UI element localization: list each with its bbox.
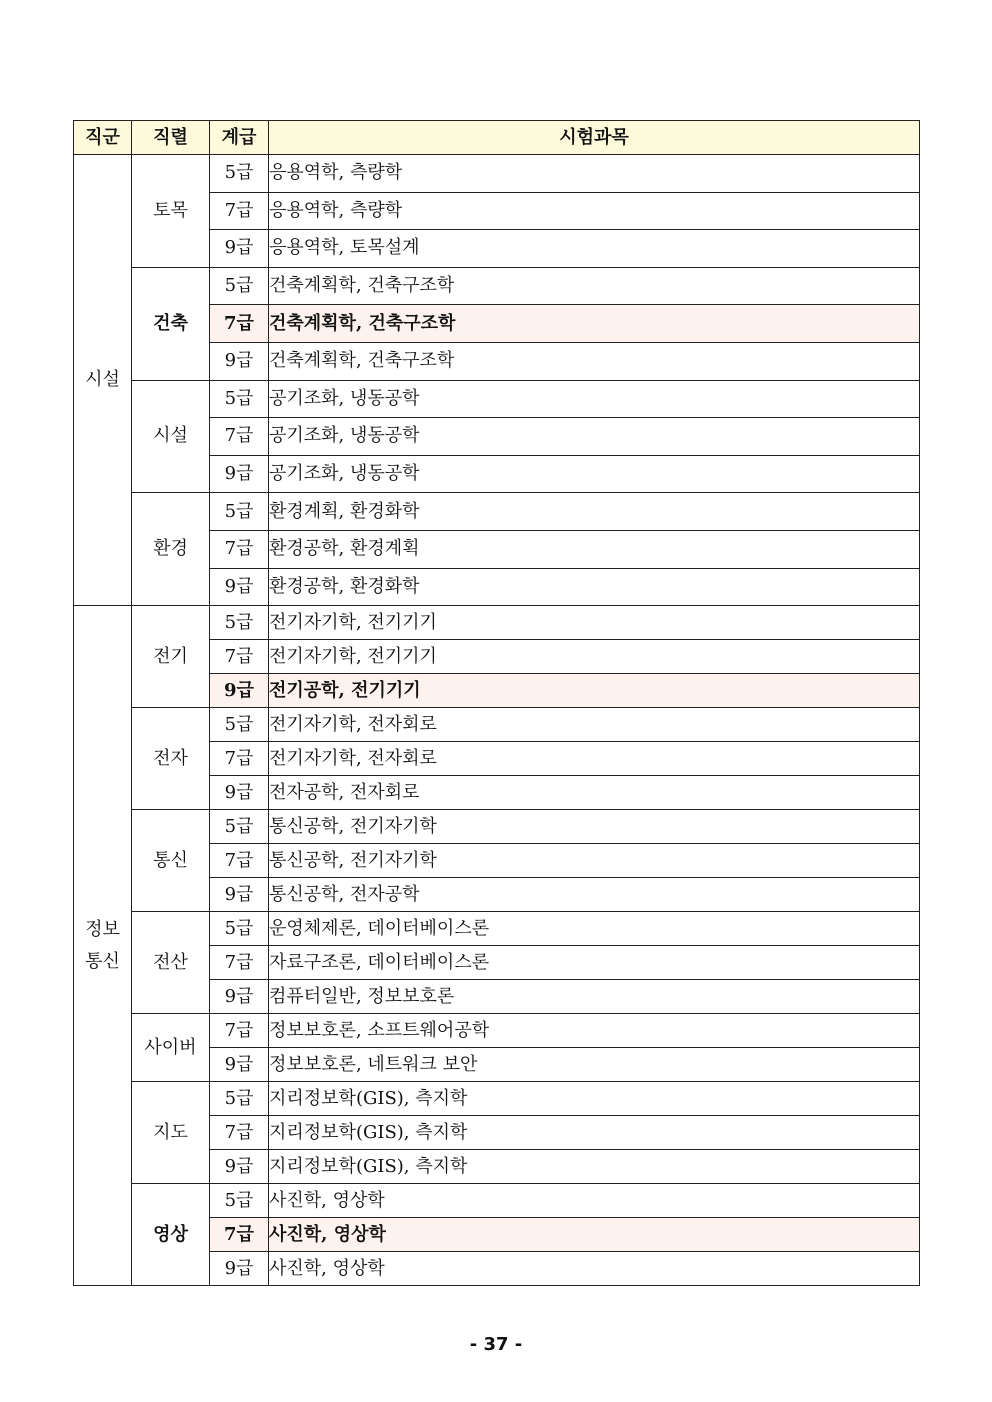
table-row (74, 708, 920, 742)
subjects-cell: 전기자기학, 전기기기 (269, 640, 920, 674)
subjects-cell: 건축계획학, 건축구조학 (269, 342, 920, 380)
subjects-cell: 통신공학, 전기자기학 (269, 844, 920, 878)
job-name: 영상 (132, 1184, 210, 1286)
subjects-cell: 공기조화, 냉동공학 (269, 418, 920, 456)
subjects-cell: 전기자기학, 전기기기 (269, 606, 920, 640)
grade-cell: 5급 (210, 912, 269, 946)
subjects-cell: 지리정보학(GIS), 측지학 (269, 1150, 920, 1184)
table-row (74, 810, 920, 844)
subjects-cell: 사진학, 영상학 (269, 1218, 920, 1252)
job-name: 시설 (132, 380, 210, 493)
group-information-communication (74, 606, 920, 1286)
subjects-cell: 응용역학, 측량학 (269, 155, 920, 193)
subjects-cell: 건축계획학, 건축구조학 (269, 267, 920, 305)
grade-cell: 9급 (210, 230, 269, 268)
group-name-line2: 통신 (85, 950, 120, 972)
grade-cell: 5급 (210, 267, 269, 305)
group-name-line1: 정보 (85, 919, 120, 941)
group-facilities (74, 155, 920, 606)
grade-cell: 9급 (210, 674, 269, 708)
subjects-cell: 운영체제론, 데이터베이스론 (269, 912, 920, 946)
subjects-cell: 전기공학, 전기기기 (269, 674, 920, 708)
table-row (74, 267, 920, 305)
grade-cell: 9급 (210, 1048, 269, 1082)
grade-cell: 5급 (210, 493, 269, 531)
grade-cell: 5급 (210, 606, 269, 640)
grade-cell: 7급 (210, 1218, 269, 1252)
subjects-cell: 환경공학, 환경화학 (269, 568, 920, 606)
grade-cell: 9급 (210, 878, 269, 912)
subjects-cell: 전기자기학, 전자회로 (269, 742, 920, 776)
subjects-cell: 공기조화, 냉동공학 (269, 455, 920, 493)
table-row (74, 606, 920, 640)
grade-cell: 7급 (210, 640, 269, 674)
grade-cell: 5급 (210, 1184, 269, 1218)
subjects-cell: 응용역학, 토목설계 (269, 230, 920, 268)
grade-cell: 7급 (210, 1014, 269, 1048)
grade-cell: 9급 (210, 1252, 269, 1286)
subjects-cell: 건축계획학, 건축구조학 (269, 305, 920, 343)
header-subjects: 시험과목 (269, 121, 920, 155)
job-name: 환경 (132, 493, 210, 606)
subjects-cell: 정보보호론, 소프트웨어공학 (269, 1014, 920, 1048)
subjects-cell: 자료구조론, 데이터베이스론 (269, 946, 920, 980)
subjects-cell: 환경계획, 환경화학 (269, 493, 920, 531)
table-row (74, 1014, 920, 1048)
header-grade: 계급 (210, 121, 269, 155)
grade-cell: 5급 (210, 155, 269, 193)
subjects-cell: 전기자기학, 전자회로 (269, 708, 920, 742)
job-name: 전기 (132, 606, 210, 708)
subjects-cell: 컴퓨터일반, 정보보호론 (269, 980, 920, 1014)
subjects-cell: 지리정보학(GIS), 측지학 (269, 1116, 920, 1150)
grade-cell: 9급 (210, 776, 269, 810)
job-name: 건축 (132, 267, 210, 380)
subjects-cell: 전자공학, 전자회로 (269, 776, 920, 810)
grade-cell: 9급 (210, 1150, 269, 1184)
job-name: 지도 (132, 1082, 210, 1184)
table-row (74, 912, 920, 946)
job-name: 통신 (132, 810, 210, 912)
subjects-cell: 통신공학, 전기자기학 (269, 810, 920, 844)
subjects-cell: 지리정보학(GIS), 측지학 (269, 1082, 920, 1116)
grade-cell: 5급 (210, 1082, 269, 1116)
job-name: 사이버 (132, 1014, 210, 1082)
page-number: - 37 - (469, 1334, 523, 1355)
grade-cell: 5급 (210, 380, 269, 418)
header-job: 직렬 (132, 121, 210, 155)
header-group: 직군 (74, 121, 132, 155)
job-name: 전산 (132, 912, 210, 1014)
grade-cell: 5급 (210, 810, 269, 844)
grade-cell: 7급 (210, 418, 269, 456)
grade-cell: 9급 (210, 980, 269, 1014)
group-name: 시설 (74, 155, 132, 606)
grade-cell: 7급 (210, 1116, 269, 1150)
subjects-cell: 사진학, 영상학 (269, 1184, 920, 1218)
table-row (74, 1184, 920, 1218)
subjects-cell: 사진학, 영상학 (269, 1252, 920, 1286)
subjects-cell: 환경공학, 환경계획 (269, 530, 920, 568)
grade-cell: 9급 (210, 342, 269, 380)
grade-cell: 7급 (210, 844, 269, 878)
exam-subjects-table (73, 120, 920, 1286)
subjects-cell: 공기조화, 냉동공학 (269, 380, 920, 418)
grade-cell: 5급 (210, 708, 269, 742)
grade-cell: 9급 (210, 455, 269, 493)
table-row (74, 155, 920, 193)
grade-cell: 7급 (210, 530, 269, 568)
grade-cell: 9급 (210, 568, 269, 606)
table-row (74, 493, 920, 531)
grade-cell: 7급 (210, 192, 269, 230)
job-name: 전자 (132, 708, 210, 810)
grade-cell: 7급 (210, 946, 269, 980)
job-name: 토목 (132, 155, 210, 268)
subjects-cell: 정보보호론, 네트워크 보안 (269, 1048, 920, 1082)
header-row (74, 121, 920, 155)
table-row (74, 1082, 920, 1116)
subjects-cell: 통신공학, 전자공학 (269, 878, 920, 912)
table-row (74, 380, 920, 418)
grade-cell: 7급 (210, 305, 269, 343)
subjects-cell: 응용역학, 측량학 (269, 192, 920, 230)
group-name (74, 606, 132, 1286)
grade-cell: 7급 (210, 742, 269, 776)
